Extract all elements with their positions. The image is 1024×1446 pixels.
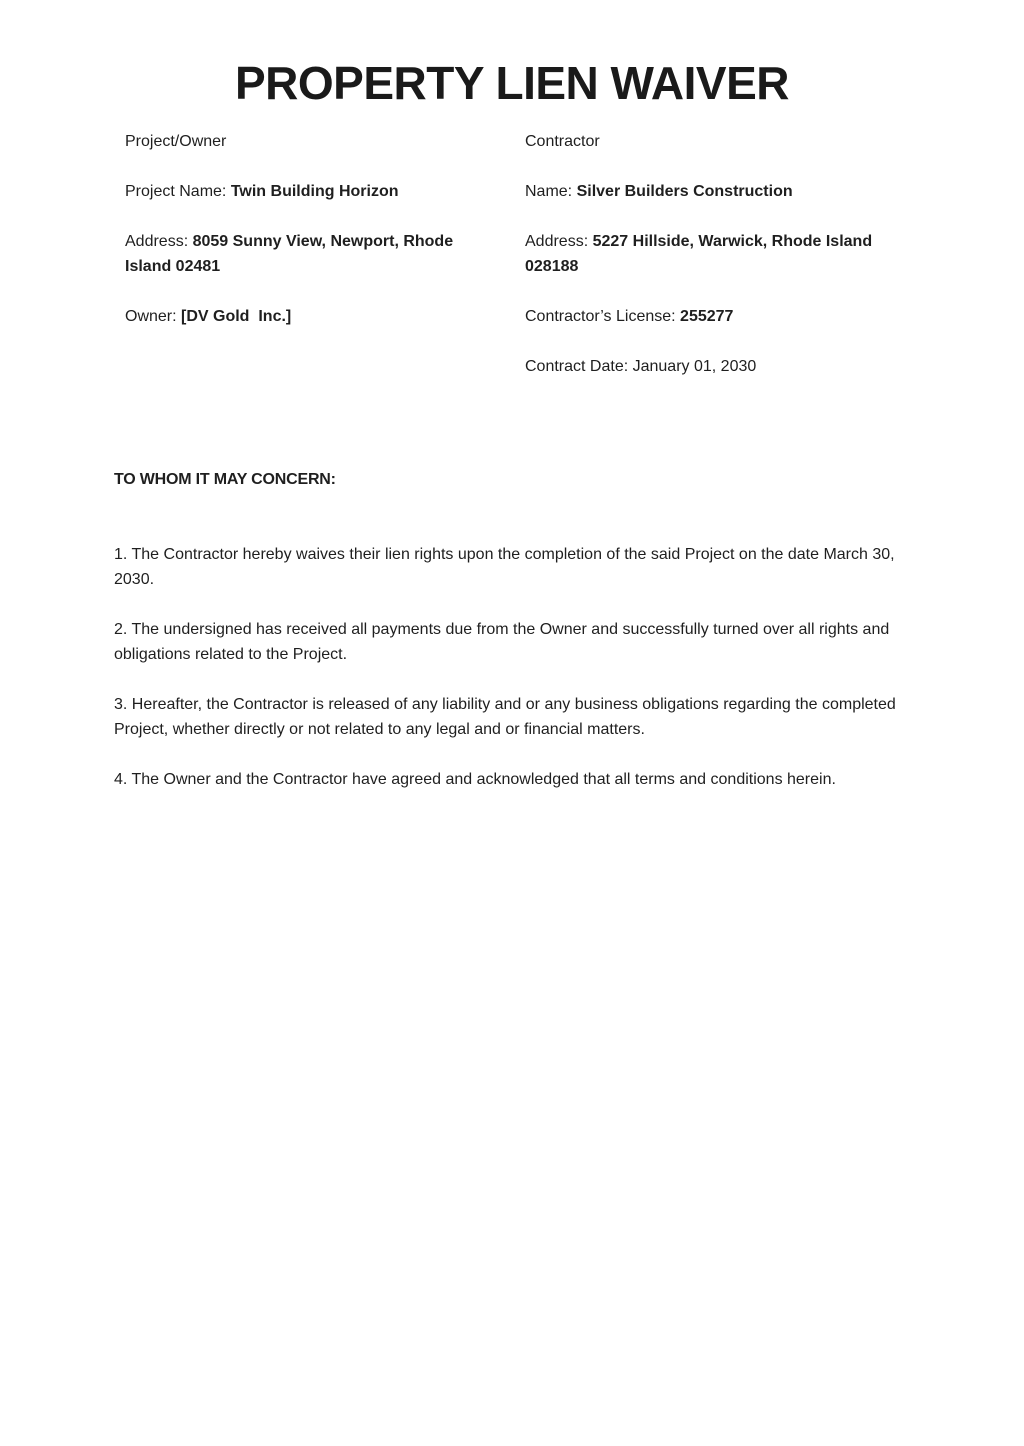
owner-label: Owner: xyxy=(125,308,182,325)
contractor-address-value: 5227 Hillside, Warwick, Rhode Island 028188 xyxy=(525,233,873,275)
project-owner-heading: Project/Owner xyxy=(125,133,227,150)
clause-item: 2. The undersigned has received all payments due from the Owner and successfully turned over all rights and obligations related to the Project. xyxy=(114,621,890,663)
project-address-label: Address: xyxy=(125,233,193,250)
contractor-license-line xyxy=(525,304,895,329)
project-name-value: Twin Building Horizon xyxy=(230,183,399,200)
owner-value: [DV Gold Inc.] xyxy=(181,308,292,325)
owner-line xyxy=(125,304,490,329)
contractor-name-label: Name: xyxy=(525,183,577,200)
project-name-label: Project Name: xyxy=(125,183,231,200)
contractor-name-value: Silver Builders Construction xyxy=(576,183,793,200)
contract-date-label: Contract Date: xyxy=(525,358,633,375)
document-title: PROPERTY LIEN WAIVER xyxy=(234,57,790,109)
contractor-name-line xyxy=(525,179,895,204)
contractor-section xyxy=(525,129,895,404)
project-name-line xyxy=(125,179,490,204)
contractor-license-label: Contractor’s License: xyxy=(525,308,681,325)
contract-date-line xyxy=(525,354,895,379)
contractor-address-line xyxy=(525,229,895,279)
project-owner-section xyxy=(125,129,490,354)
clause-item: 4. The Owner and the Contractor have agreed and acknowledged that all terms and conditions herein. xyxy=(114,771,836,788)
contractor-license-value: 255277 xyxy=(680,308,734,325)
contractor-heading: Contractor xyxy=(525,133,600,150)
clause-item: 3. Hereafter, the Contractor is released of any liability and or any business obligations regarding the completed Project, whether directly or not related to any legal and or financial matters. xyxy=(114,696,896,738)
clause-item: 1. The Contractor hereby waives their lien rights upon the completion of the said Project on the date March 30, 2030. xyxy=(114,546,895,588)
contractor-address-label: Address: xyxy=(525,233,593,250)
clause-list xyxy=(114,542,904,817)
project-address-line xyxy=(125,229,490,279)
salutation: TO WHOM IT MAY CONCERN: xyxy=(114,471,336,488)
contract-date-value: January 01, 2030 xyxy=(632,358,757,375)
project-address-value: 8059 Sunny View, Newport, Rhode Island 02481 xyxy=(125,233,454,275)
